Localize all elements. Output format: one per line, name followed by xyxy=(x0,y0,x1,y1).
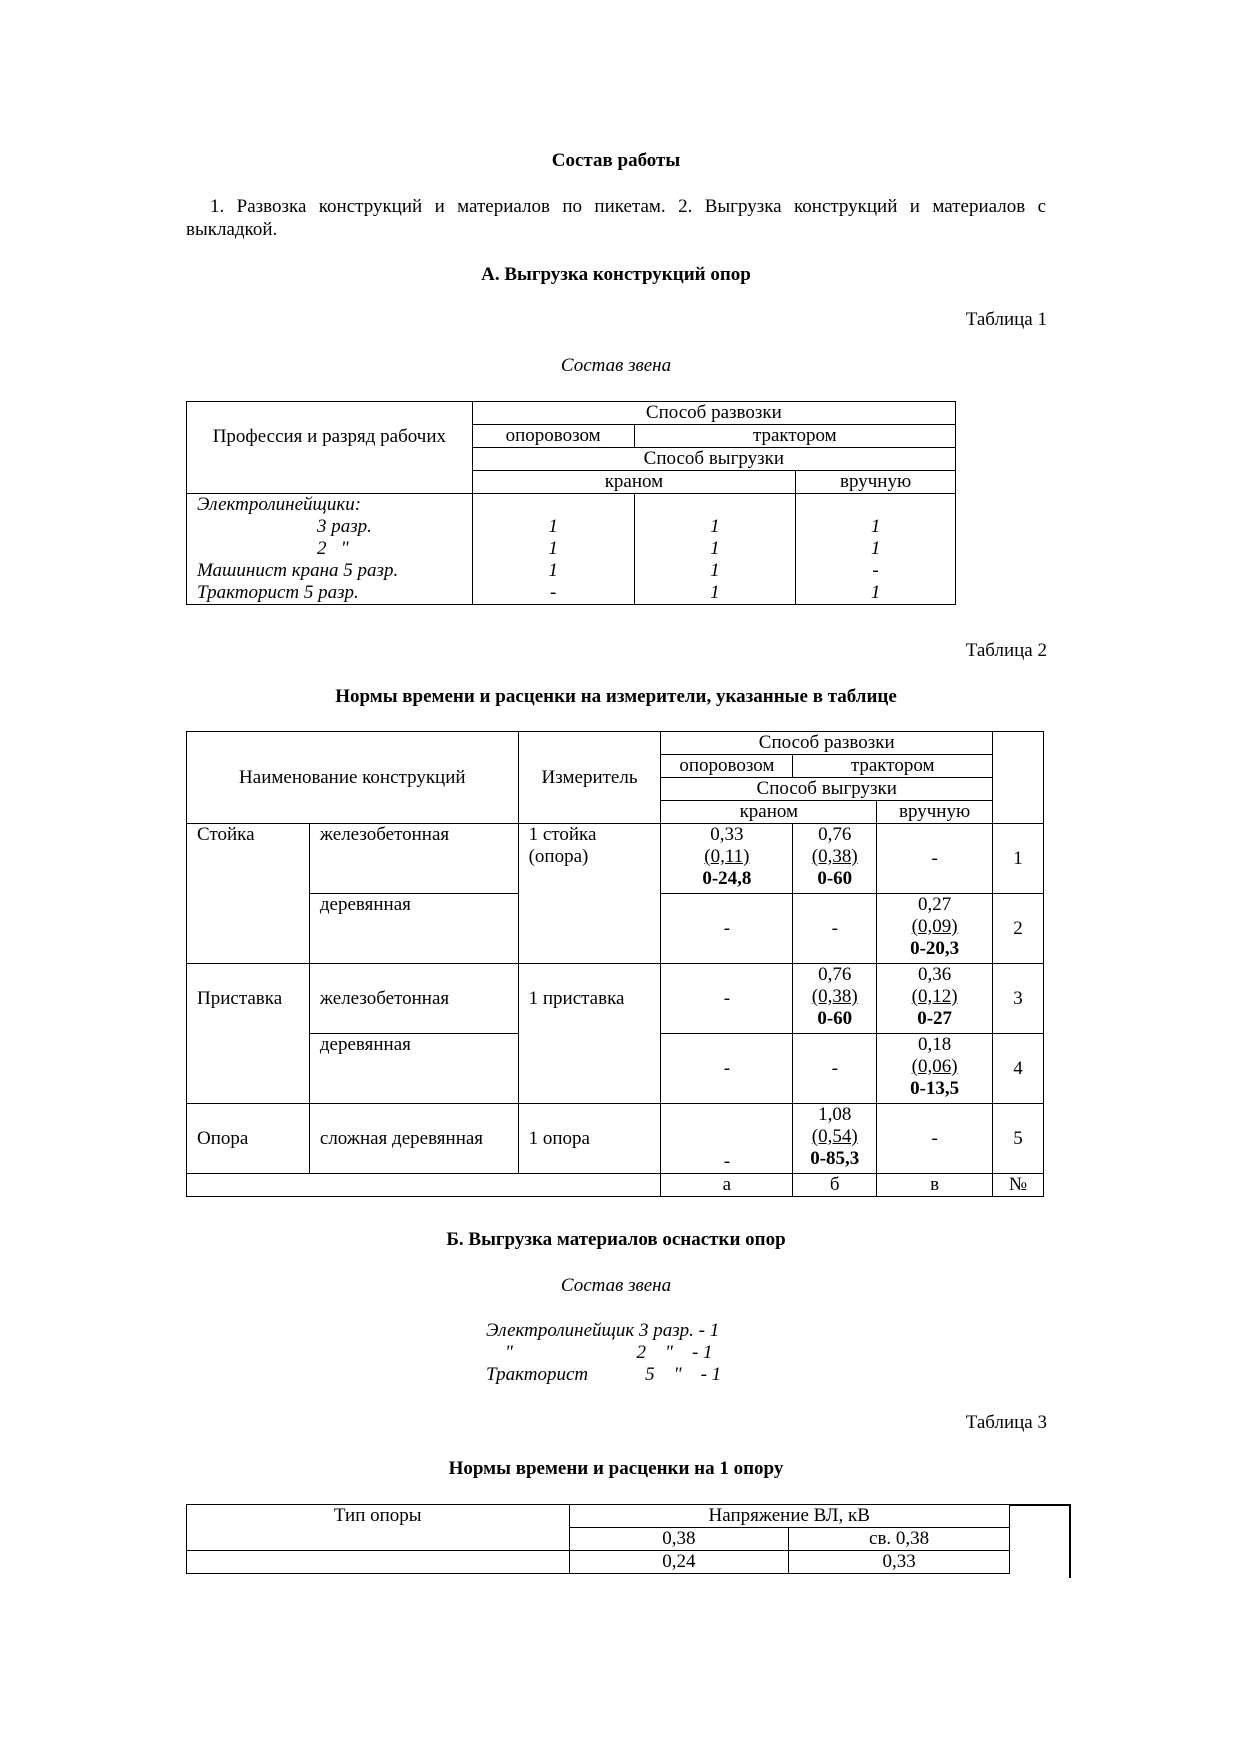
machine-value: (0,54) xyxy=(811,1126,858,1147)
header-unload-method: Способ выгрузки xyxy=(472,448,955,471)
value-038: 0,24 xyxy=(569,1551,789,1574)
table3-extra-col-right xyxy=(1069,1504,1071,1578)
row-number: 5 xyxy=(993,1104,1044,1174)
table2-label: Таблица 2 xyxy=(965,640,1047,661)
header-by-tractor: трактором xyxy=(634,425,955,448)
pole-type-cell xyxy=(187,1551,570,1574)
machine-value: (0,38) xyxy=(811,986,858,1007)
group-pole: Опора xyxy=(187,1104,310,1174)
table-row xyxy=(187,964,1044,1034)
cell-c: - xyxy=(877,1104,993,1174)
cell-a: - xyxy=(661,894,793,964)
norm-value: 1,08 xyxy=(818,1104,852,1125)
crew-table-1 xyxy=(186,401,956,605)
footer-a: а xyxy=(661,1174,793,1197)
cell-c xyxy=(877,964,993,1034)
table-row xyxy=(187,1551,1010,1574)
norm-value: 0,76 xyxy=(818,964,852,985)
crew-row-name: Электролинейщики: xyxy=(197,494,362,515)
machine-value: (0,06) xyxy=(911,1056,958,1077)
machine-value: (0,38) xyxy=(811,846,858,867)
footer-b: б xyxy=(793,1174,877,1197)
cell-a xyxy=(661,824,793,894)
cell-b xyxy=(793,964,877,1034)
price-value: 0-20,3 xyxy=(910,938,960,959)
cell-b: - xyxy=(793,894,877,964)
type-cell: железобетонная xyxy=(309,824,518,894)
unit-cell: 1 стойка (опора) xyxy=(518,824,661,964)
column-index-row xyxy=(187,1174,1044,1197)
crew-b-line: Электролинейщик 3 разр. - 1 xyxy=(486,1320,720,1341)
cell-a: - xyxy=(661,1034,793,1104)
row-number: 2 xyxy=(993,894,1044,964)
header-transport-method: Способ развозки xyxy=(472,402,955,425)
norm-value: 0,76 xyxy=(818,824,852,845)
cell-b xyxy=(793,824,877,894)
cell: - xyxy=(872,560,879,581)
work-text-line1: 1. Развозка конструкций и материалов по пикетам. 2. Выгрузка конструкций и материалов с xyxy=(210,196,1046,217)
row-number: 3 xyxy=(993,964,1044,1034)
crew-names xyxy=(187,494,473,605)
header-by-tractor: трактором xyxy=(793,755,993,778)
table3-label: Таблица 3 xyxy=(965,1412,1047,1433)
crew-row-name: 2 " xyxy=(317,538,349,559)
header-by-crane: краном xyxy=(472,471,795,494)
cell-c xyxy=(877,894,993,964)
cell: 1 xyxy=(548,516,558,537)
header-unload-method: Способ выгрузки xyxy=(661,778,993,801)
type-cell: сложная деревянная xyxy=(309,1104,518,1174)
price-value: 0-27 xyxy=(917,1008,953,1029)
cell: 1 xyxy=(710,582,720,603)
cell: 1 xyxy=(710,538,720,559)
row-number: 4 xyxy=(993,1034,1044,1104)
type-cell: железобетонная xyxy=(309,964,518,1034)
group-extension: Приставка xyxy=(187,964,310,1104)
cell-b: - xyxy=(793,1034,877,1104)
header-manual: вручную xyxy=(796,471,956,494)
norms-table-2 xyxy=(186,731,1044,1197)
cell-a: - xyxy=(661,964,793,1034)
crew-row-name: 3 разр. xyxy=(317,516,372,537)
header-number-blank xyxy=(993,732,1044,824)
table1-caption: Состав звена xyxy=(560,355,672,376)
header-voltage-over-038: св. 0,38 xyxy=(789,1528,1010,1551)
type-cell: деревянная xyxy=(309,1034,518,1104)
header-by-crane: краном xyxy=(661,801,877,824)
unit-cell: 1 приставка xyxy=(518,964,661,1104)
cell-c xyxy=(877,1034,993,1104)
table-row xyxy=(187,1104,1044,1174)
crew-col-pole-carrier-crane xyxy=(472,494,634,605)
table2-title: Нормы времени и расценки на измерители, указанные в таблице xyxy=(335,686,897,707)
value-over-038: 0,33 xyxy=(789,1551,1010,1574)
crew-b-list xyxy=(486,1320,721,1386)
header-voltage-038: 0,38 xyxy=(569,1528,789,1551)
norm-value: 0,33 xyxy=(710,824,744,845)
price-value: 0-60 xyxy=(817,1008,853,1029)
group-stand: Стойка xyxy=(187,824,310,964)
section-b-heading: Б. Выгрузка материалов оснастки опор xyxy=(446,1229,786,1250)
header-profession: Профессия и разряд рабочих xyxy=(187,402,473,494)
section-a-heading: А. Выгрузка конструкций опор xyxy=(481,264,751,285)
cell-a: - xyxy=(661,1104,793,1174)
crew-col-tractor-manual xyxy=(796,494,956,605)
norm-value: 0,18 xyxy=(917,1034,952,1055)
price-value: 0-13,5 xyxy=(910,1078,960,1099)
cell: 1 xyxy=(548,538,558,559)
table1-label: Таблица 1 xyxy=(965,309,1047,330)
header-pole-type: Тип опоры xyxy=(187,1505,570,1551)
header-unit: Измеритель xyxy=(518,732,661,824)
header-by-pole-carrier: опоровозом xyxy=(472,425,634,448)
table3-title: Нормы времени и расценки на 1 опору xyxy=(448,1458,784,1479)
cell: 1 xyxy=(548,560,558,581)
table3-extra-col-top xyxy=(1010,1504,1070,1506)
footer-blank xyxy=(187,1174,661,1197)
type-cell: деревянная xyxy=(309,894,518,964)
footer-c: в xyxy=(877,1174,993,1197)
header-by-pole-carrier: опоровозом xyxy=(661,755,793,778)
header-construction-name: Наименование конструкций xyxy=(187,732,519,824)
header-voltage: Напряжение ВЛ, кВ xyxy=(569,1505,1010,1528)
price-value: 0-24,8 xyxy=(702,868,752,889)
cell-b xyxy=(793,1104,877,1174)
cell: 1 xyxy=(870,516,881,537)
price-value: 0-60 xyxy=(817,868,853,889)
cell: 1 xyxy=(710,516,720,537)
table-row xyxy=(187,824,1044,894)
crew-row-name: Тракторист 5 разр. xyxy=(197,582,359,603)
crew-b-caption: Состав звена xyxy=(560,1275,672,1296)
unit-cell: 1 опора xyxy=(518,1104,661,1174)
machine-value: (0,11) xyxy=(704,846,750,867)
footer-no: № xyxy=(993,1174,1044,1197)
header-transport-method: Способ развозки xyxy=(661,732,993,755)
cell: 1 xyxy=(870,538,881,559)
norms-table-3 xyxy=(186,1504,1010,1574)
header-manual: вручную xyxy=(877,801,993,824)
crew-b-line: " 2 " - 1 xyxy=(486,1342,713,1363)
cell: - xyxy=(549,582,557,603)
cell: 1 xyxy=(870,582,881,603)
norm-value: 0,36 xyxy=(917,964,952,985)
row-number: 1 xyxy=(993,824,1044,894)
norm-value: 0,27 xyxy=(917,894,952,915)
machine-value: (0,12) xyxy=(911,986,958,1007)
crew-col-tractor-crane xyxy=(634,494,796,605)
crew-row-name: Машинист крана 5 разр. xyxy=(197,560,399,581)
cell: 1 xyxy=(710,560,720,581)
price-value: 0-85,3 xyxy=(810,1148,860,1169)
machine-value: (0,09) xyxy=(911,916,958,937)
work-text-line2: выкладкой. xyxy=(186,219,278,240)
cell-c: - xyxy=(877,824,993,894)
crew-b-line: Тракторист 5 " - 1 xyxy=(486,1364,722,1385)
heading-work-composition: Состав работы xyxy=(551,150,681,171)
